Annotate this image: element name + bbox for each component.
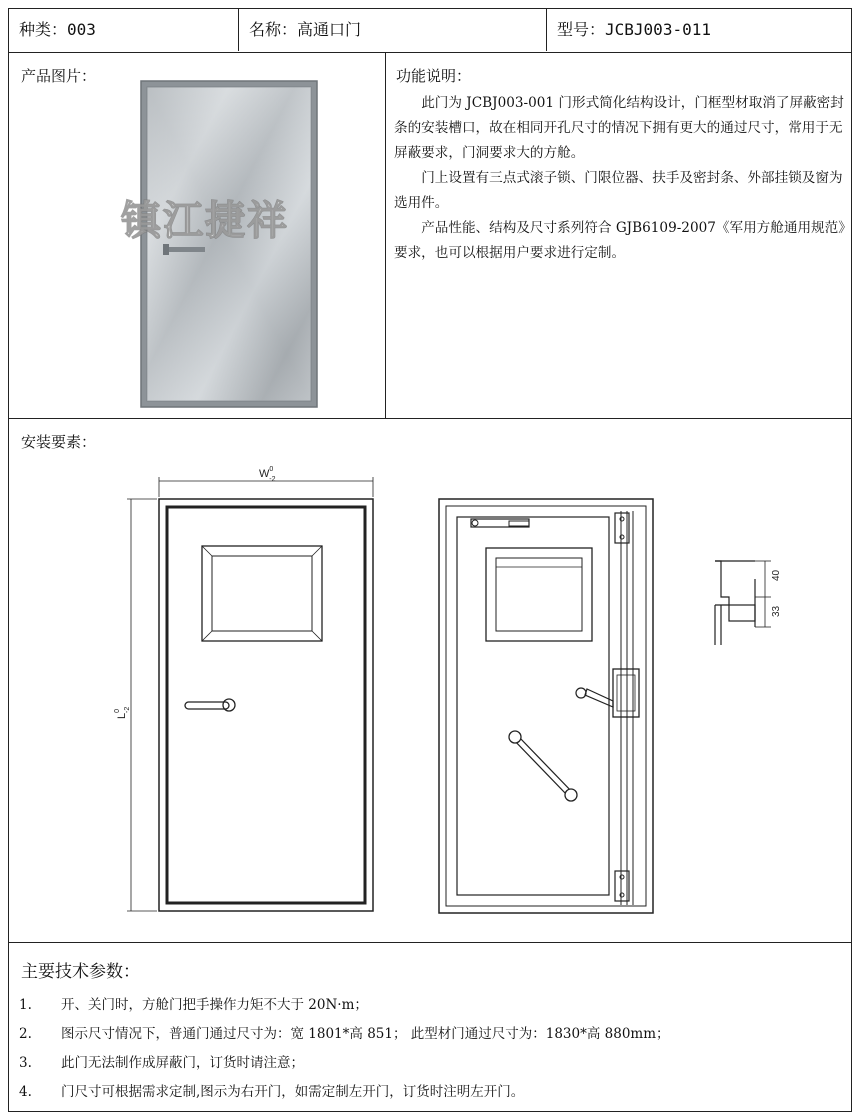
param-item — [19, 1078, 841, 1107]
dimension-33: 33 — [771, 605, 782, 617]
param-number: 2. — [19, 1026, 32, 1042]
product-row — [9, 53, 851, 419]
param-item — [19, 991, 841, 1020]
handle-icon — [185, 699, 235, 711]
function-cell — [386, 53, 851, 418]
spec-sheet — [8, 8, 852, 1112]
category-label: 种类： — [19, 20, 68, 39]
product-photo-cell — [9, 53, 386, 418]
param-number: 4. — [19, 1084, 32, 1100]
category-cell — [9, 9, 239, 51]
length-dimension: $L^0$ -2 — [114, 706, 131, 719]
door-rear-view — [439, 499, 653, 913]
function-description — [394, 91, 846, 266]
function-paragraph: 门上设置有三点式滚子锁、门限位器、扶手及密封条、外部挂锁及窗为选用件。 — [394, 170, 843, 211]
model-value: JCBJ003-011 — [605, 20, 711, 39]
function-paragraph: 产品性能、结构及尺寸系列符合 GJB6109-2007《军用方舱通用规范》要求，也可以根据用户要求进行定制。 — [394, 220, 846, 261]
model-cell — [547, 9, 851, 51]
category-value: 003 — [67, 20, 96, 39]
param-number: 3. — [19, 1055, 32, 1071]
param-item — [19, 1020, 841, 1049]
params-list — [19, 991, 841, 1107]
function-paragraph: 此门为 JCBJ003-001 门形式简化结构设计，门框型材取消了屏蔽密封条的安装槽口，故在相同开孔尺寸的情况下拥有更大的通过尺寸，常用于无屏蔽要求，门洞要求大的方舱。 — [394, 95, 844, 161]
param-text: 图示尺寸情况下，普通门通过尺寸为：宽 1801*高 851； 此型材门通过尺寸为：1830*高 880mm； — [61, 1026, 670, 1042]
roller-lock-icon — [576, 669, 639, 717]
function-title: 功能说明： — [396, 67, 472, 85]
installation-drawing — [9, 419, 853, 943]
photo-label: 产品图片： — [21, 67, 97, 85]
name-cell — [239, 9, 547, 51]
model-label: 型号： — [557, 20, 606, 39]
install-title: 安装要素： — [21, 433, 97, 451]
name-label: 名称： — [249, 20, 298, 39]
header-row — [9, 9, 851, 53]
param-text: 开、关门时，方舱门把手操作力矩不大于 20N·m； — [61, 997, 368, 1013]
watermark-logo: 镇江捷祥 — [121, 198, 289, 244]
dimension-40: 40 — [771, 569, 782, 581]
door-front-view — [127, 477, 373, 911]
param-text: 此门无法制作成屏蔽门，订货时请注意； — [61, 1055, 304, 1071]
door-stop-icon — [471, 519, 529, 527]
name-value: 高通口门 — [297, 20, 362, 39]
installation-row — [9, 419, 851, 943]
params-title: 主要技术参数： — [21, 962, 140, 982]
param-number: 1. — [19, 997, 32, 1013]
parameters-row — [9, 943, 851, 1111]
width-dimension: $W^0$ -2 — [259, 466, 276, 483]
param-text: 门尺寸可根据需求定制,图示为右开门，如需定制左开门，订货时注明左开门。 — [61, 1084, 525, 1100]
frame-section-detail — [715, 561, 771, 645]
param-item — [19, 1049, 841, 1078]
grab-bar-icon — [509, 731, 577, 801]
